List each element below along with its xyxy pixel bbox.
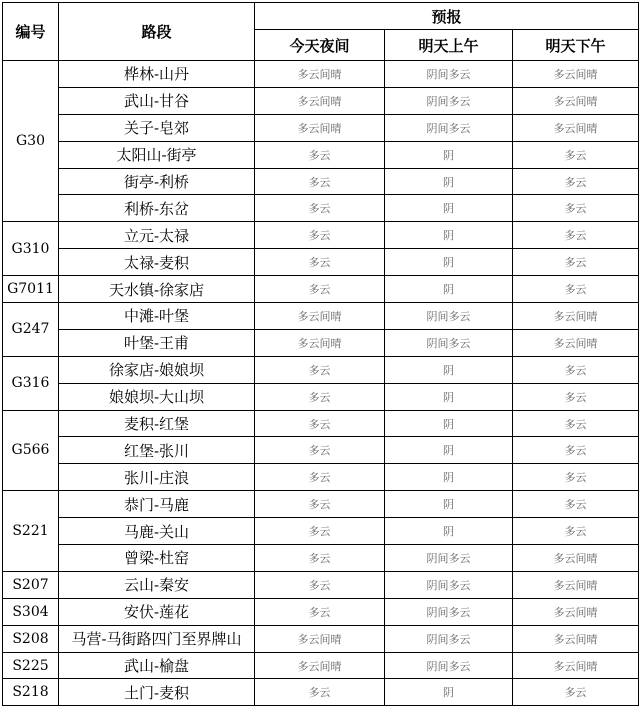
weather-tonight: 多云 (255, 598, 385, 625)
weather-tomorrow-morning: 阴 (385, 222, 513, 249)
weather-tomorrow-afternoon: 多云 (513, 356, 639, 383)
weather-tonight: 多云 (255, 464, 385, 491)
table-row (3, 598, 639, 625)
weather-tomorrow-afternoon: 多云 (513, 464, 639, 491)
weather-tomorrow-afternoon: 多云 (513, 410, 639, 437)
road-segment: 立元-太禄 (59, 222, 255, 249)
table-row (3, 652, 639, 679)
table-row (3, 383, 639, 410)
road-code: S207 (3, 571, 59, 598)
table-body (3, 61, 639, 706)
weather-tomorrow-afternoon: 多云 (513, 383, 639, 410)
weather-tomorrow-morning: 阴 (385, 410, 513, 437)
road-code: S218 (3, 679, 59, 706)
weather-tomorrow-afternoon: 多云 (513, 195, 639, 222)
weather-tomorrow-morning: 阴 (385, 464, 513, 491)
weather-tomorrow-morning: 阴 (385, 437, 513, 464)
road-segment: 曾梁-杜窑 (59, 545, 255, 572)
road-code: G247 (3, 303, 59, 357)
road-segment: 马营-马街路四门至界牌山 (59, 625, 255, 652)
table-row (3, 545, 639, 572)
weather-tomorrow-morning: 阴 (385, 249, 513, 276)
table-row (3, 625, 639, 652)
weather-tonight: 多云 (255, 491, 385, 518)
weather-tomorrow-morning: 阴间多云 (385, 303, 513, 330)
weather-tonight: 多云 (255, 168, 385, 195)
weather-tonight: 多云 (255, 356, 385, 383)
road-segment: 天水镇-徐家店 (59, 276, 255, 303)
weather-tomorrow-morning: 阴 (385, 518, 513, 545)
weather-tomorrow-afternoon: 多云间晴 (513, 545, 639, 572)
road-segment: 利桥-东岔 (59, 195, 255, 222)
weather-tonight: 多云间晴 (255, 652, 385, 679)
weather-tomorrow-morning: 阴间多云 (385, 652, 513, 679)
weather-tomorrow-morning: 阴 (385, 383, 513, 410)
weather-tonight: 多云间晴 (255, 61, 385, 88)
weather-tomorrow-morning: 阴 (385, 141, 513, 168)
road-code: G566 (3, 410, 59, 491)
weather-tomorrow-morning: 阴 (385, 356, 513, 383)
header-segment: 路段 (59, 3, 255, 61)
weather-tomorrow-morning: 阴间多云 (385, 571, 513, 598)
road-segment: 徐家店-娘娘坝 (59, 356, 255, 383)
weather-tonight: 多云 (255, 518, 385, 545)
road-segment: 麦积-红堡 (59, 410, 255, 437)
header-period-tonight: 今天夜间 (255, 30, 385, 61)
weather-tomorrow-afternoon: 多云 (513, 276, 639, 303)
weather-tomorrow-morning: 阴 (385, 195, 513, 222)
road-code: S225 (3, 652, 59, 679)
weather-tomorrow-afternoon: 多云 (513, 249, 639, 276)
weather-tonight: 多云间晴 (255, 303, 385, 330)
forecast-table (2, 2, 639, 706)
weather-tonight: 多云 (255, 249, 385, 276)
weather-tomorrow-afternoon: 多云 (513, 679, 639, 706)
table-row (3, 141, 639, 168)
table-row (3, 410, 639, 437)
road-segment: 红堡-张川 (59, 437, 255, 464)
weather-tonight: 多云 (255, 410, 385, 437)
weather-tonight: 多云间晴 (255, 625, 385, 652)
table-row (3, 195, 639, 222)
road-segment: 娘娘坝-大山坝 (59, 383, 255, 410)
table-row (3, 87, 639, 114)
header-code: 编号 (3, 3, 59, 61)
weather-tomorrow-morning: 阴间多云 (385, 598, 513, 625)
weather-tomorrow-afternoon: 多云 (513, 168, 639, 195)
road-segment: 叶堡-王甫 (59, 329, 255, 356)
table-row (3, 276, 639, 303)
weather-tonight: 多云 (255, 383, 385, 410)
road-segment: 桦林-山丹 (59, 61, 255, 88)
road-code: S208 (3, 625, 59, 652)
header-period-tomorrow-morning: 明天上午 (385, 30, 513, 61)
table-row (3, 518, 639, 545)
weather-tomorrow-morning: 阴 (385, 491, 513, 518)
road-code: G310 (3, 222, 59, 276)
road-segment: 中滩-叶堡 (59, 303, 255, 330)
table-row (3, 61, 639, 88)
table-row (3, 464, 639, 491)
weather-tomorrow-afternoon: 多云间晴 (513, 87, 639, 114)
weather-tomorrow-afternoon: 多云间晴 (513, 114, 639, 141)
weather-tomorrow-morning: 阴 (385, 679, 513, 706)
weather-tonight: 多云 (255, 222, 385, 249)
weather-tomorrow-morning: 阴间多云 (385, 625, 513, 652)
road-segment: 太阳山-街亭 (59, 141, 255, 168)
weather-tomorrow-afternoon: 多云 (513, 491, 639, 518)
weather-tomorrow-morning: 阴间多云 (385, 87, 513, 114)
weather-tonight: 多云 (255, 195, 385, 222)
road-segment: 武山-榆盘 (59, 652, 255, 679)
weather-tonight: 多云 (255, 141, 385, 168)
road-segment: 关子-皂郊 (59, 114, 255, 141)
road-code: G316 (3, 356, 59, 410)
weather-tonight: 多云 (255, 276, 385, 303)
table-row (3, 571, 639, 598)
table-row (3, 303, 639, 330)
weather-tonight: 多云间晴 (255, 114, 385, 141)
road-segment: 安伏-莲花 (59, 598, 255, 625)
weather-tomorrow-afternoon: 多云间晴 (513, 652, 639, 679)
road-segment: 马鹿-关山 (59, 518, 255, 545)
road-segment: 张川-庄浪 (59, 464, 255, 491)
weather-tonight: 多云间晴 (255, 87, 385, 114)
weather-tonight: 多云间晴 (255, 329, 385, 356)
weather-tomorrow-afternoon: 多云间晴 (513, 329, 639, 356)
road-code: S304 (3, 598, 59, 625)
table-row (3, 168, 639, 195)
table-row (3, 222, 639, 249)
weather-tomorrow-afternoon: 多云 (513, 437, 639, 464)
road-code: S221 (3, 491, 59, 572)
weather-tomorrow-morning: 阴间多云 (385, 329, 513, 356)
weather-tomorrow-morning: 阴 (385, 168, 513, 195)
table-row (3, 679, 639, 706)
weather-tomorrow-afternoon: 多云间晴 (513, 303, 639, 330)
weather-tomorrow-morning: 阴间多云 (385, 114, 513, 141)
road-segment: 太禄-麦积 (59, 249, 255, 276)
weather-tonight: 多云 (255, 571, 385, 598)
weather-tonight: 多云 (255, 679, 385, 706)
weather-tomorrow-afternoon: 多云 (513, 518, 639, 545)
weather-tomorrow-morning: 阴 (385, 276, 513, 303)
table-row (3, 114, 639, 141)
weather-tonight: 多云 (255, 437, 385, 464)
weather-tonight: 多云 (255, 545, 385, 572)
header-forecast: 预报 (255, 3, 639, 30)
table-row (3, 356, 639, 383)
road-segment: 街亭-利桥 (59, 168, 255, 195)
weather-tomorrow-afternoon: 多云间晴 (513, 61, 639, 88)
table-row (3, 437, 639, 464)
road-segment: 云山-秦安 (59, 571, 255, 598)
weather-tomorrow-afternoon: 多云间晴 (513, 625, 639, 652)
weather-tomorrow-morning: 阴间多云 (385, 61, 513, 88)
table-row (3, 491, 639, 518)
header-period-tomorrow-afternoon: 明天下午 (513, 30, 639, 61)
road-code: G30 (3, 61, 59, 222)
table-row (3, 329, 639, 356)
road-segment: 恭门-马鹿 (59, 491, 255, 518)
weather-tomorrow-afternoon: 多云 (513, 141, 639, 168)
weather-tomorrow-afternoon: 多云 (513, 222, 639, 249)
weather-tomorrow-morning: 阴间多云 (385, 545, 513, 572)
road-code: G7011 (3, 276, 59, 303)
weather-tomorrow-afternoon: 多云间晴 (513, 571, 639, 598)
weather-tomorrow-afternoon: 多云间晴 (513, 598, 639, 625)
road-segment: 武山-甘谷 (59, 87, 255, 114)
table-row (3, 249, 639, 276)
road-segment: 土门-麦积 (59, 679, 255, 706)
